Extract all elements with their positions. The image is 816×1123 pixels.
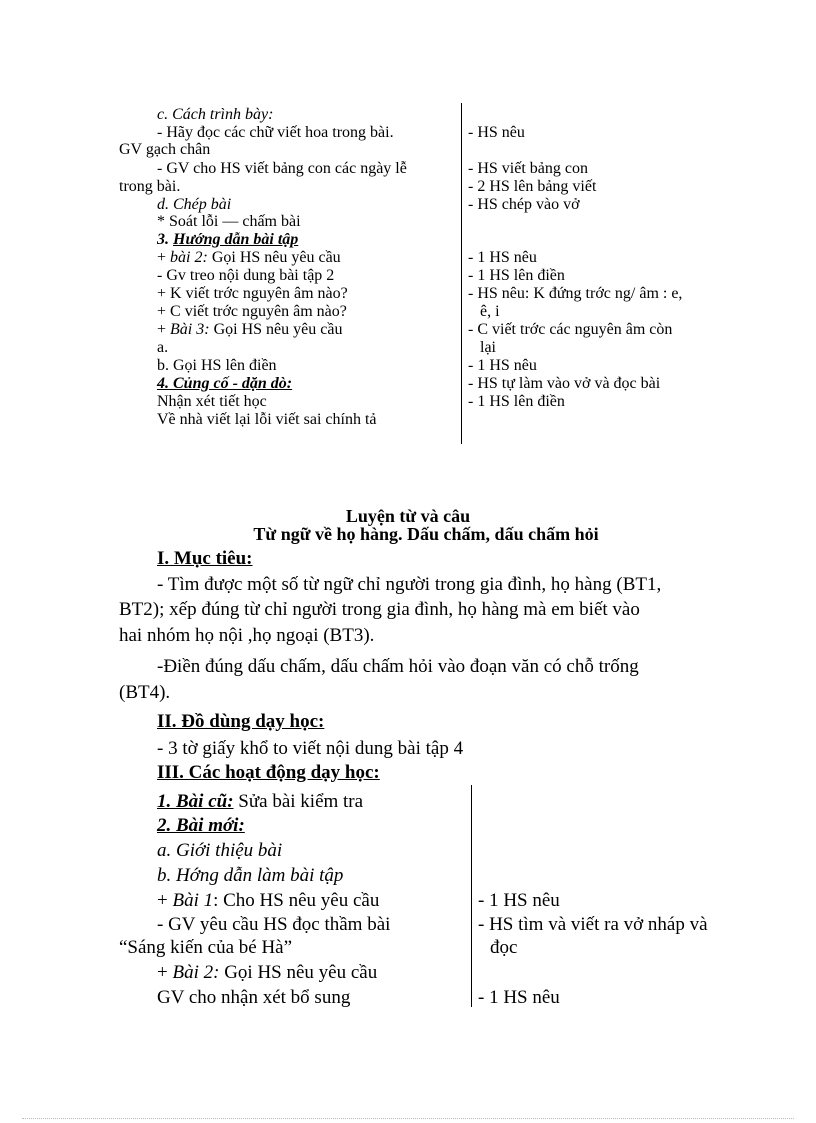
column-divider: [471, 785, 472, 1007]
text-prefix: +: [157, 321, 171, 338]
student-activity: - HS tìm và viết ra vở nháp và: [478, 914, 708, 935]
student-activity: - C viết trớc các nguyên âm còn: [468, 321, 673, 338]
exercise-text: Gọi HS nêu yêu cầu: [219, 962, 378, 983]
student-activity: - 1 HS nêu: [478, 987, 560, 1008]
student-activity: - 1 HS nêu: [468, 357, 537, 374]
new-lesson-heading: 2. Bài mới:: [157, 815, 245, 836]
student-activity: ê, i: [480, 303, 500, 320]
text-line: b. Gọi HS lên điền: [157, 357, 277, 374]
section-activities-heading: III. Các hoạt động dạy học:: [157, 762, 380, 783]
exercise-2-line: [157, 249, 341, 267]
exercise-text: Gọi HS nêu yêu cầu: [209, 321, 343, 338]
exercise-label: Bài 1: [172, 890, 214, 911]
text-line: a.: [157, 339, 169, 356]
student-activity: - 1 HS lên điền: [468, 393, 565, 410]
text-line: + K viết trớc nguyên âm nào?: [157, 285, 348, 302]
paragraph-line: -Điền đúng dấu chấm, dấu chấm hỏi vào đoạn văn có chỗ trống: [157, 656, 639, 677]
text-line: - GV cho HS viết bảng con các ngày lễ: [157, 160, 407, 177]
student-activity: - 1 HS lên điền: [468, 267, 565, 284]
section-title: Hướng dẫn bài tập: [173, 231, 299, 248]
student-activity: - 1 HS nêu: [478, 890, 560, 911]
student-activity: - HS tự làm vào vở và đọc bài: [468, 375, 661, 392]
text-line: + C viết trớc nguyên âm nào?: [157, 303, 347, 320]
text-line: GV cho nhận xét bổ sung: [157, 987, 351, 1008]
section-d-heading: d. Chép bài: [157, 196, 232, 213]
old-lesson-line: [157, 790, 363, 814]
student-activity: - HS nêu: K đứng trớc ng/ âm : e,: [468, 285, 683, 302]
section-3-heading: [157, 231, 298, 249]
section-4-heading: 4. Củng cố - dặn dò:: [157, 375, 293, 392]
text-line: * Soát lỗi — chấm bài: [157, 213, 301, 230]
text-line: Nhận xét tiết học: [157, 393, 267, 410]
text-line: “Sáng kiến của bé Hà”: [119, 937, 293, 958]
text-line: trong bài.: [119, 178, 181, 195]
text-line: b. Hớng dẫn làm bài tập: [157, 865, 344, 886]
exercise-3-line: [157, 321, 342, 339]
student-activity: - 2 HS lên bảng viết: [468, 178, 597, 195]
lesson-subject-title: Luyện từ và câu: [345, 506, 471, 526]
text-line: - 3 tờ giấy khổ to viết nội dung bài tập 4: [157, 738, 464, 759]
text-line: - Hãy đọc các chữ viết hoa trong bài.: [157, 124, 394, 141]
exercise-1-line: [157, 889, 379, 913]
text-line: GV gạch chân: [119, 141, 211, 158]
text-line: - Gv treo nội dung bài tập 2: [157, 267, 335, 284]
exercise-label: Bài 2:: [172, 962, 220, 983]
step-label: 1. Bài cũ:: [157, 791, 234, 812]
student-activity: - HS viết bảng con: [468, 160, 588, 177]
paragraph-line: - Tìm được một số từ ngữ chỉ người trong gia đình, họ hàng (BT1,: [157, 574, 662, 595]
exercise-text: Gọi HS nêu yêu cầu: [207, 249, 341, 266]
exercise-label: Bài 3:: [170, 321, 210, 338]
exercise-2-line: [157, 961, 377, 985]
text-line: a. Giới thiệu bài: [157, 840, 283, 861]
section-materials-heading: II. Đồ dùng dạy học:: [157, 711, 325, 732]
exercise-text: : Cho HS nêu yêu cầu: [213, 890, 380, 911]
student-activity: - HS nêu: [468, 124, 525, 141]
student-activity: đọc: [490, 937, 518, 958]
paragraph-line: hai nhóm họ nội ,họ ngoại (BT3).: [119, 625, 375, 646]
paragraph-line: BT2); xếp đúng từ chỉ người trong gia đình, họ hàng mà em biết vào: [119, 599, 640, 620]
text-line: - GV yêu cầu HS đọc thầm bài: [157, 914, 391, 935]
student-activity: lại: [480, 339, 496, 356]
step-text: Sửa bài kiểm tra: [233, 791, 364, 812]
student-activity: - HS chép vào vở: [468, 196, 580, 213]
text-prefix: +: [157, 249, 171, 266]
section-c-heading: c. Cách trình bày:: [157, 106, 274, 123]
lesson-title: Từ ngữ về họ hàng. Dấu chấm, dấu chấm hỏi: [253, 524, 599, 544]
text-prefix: +: [157, 890, 173, 911]
section-objectives-heading: I. Mục tiêu:: [157, 548, 253, 569]
page-bottom-divider: [22, 1118, 794, 1119]
column-divider: [461, 103, 462, 444]
text-line: Về nhà viết lại lỗi viết sai chính tả: [157, 411, 377, 428]
section-number: 3.: [157, 231, 173, 248]
paragraph-line: (BT4).: [119, 682, 171, 703]
exercise-label: bài 2:: [170, 249, 208, 266]
student-activity: - 1 HS nêu: [468, 249, 537, 266]
text-prefix: +: [157, 962, 173, 983]
